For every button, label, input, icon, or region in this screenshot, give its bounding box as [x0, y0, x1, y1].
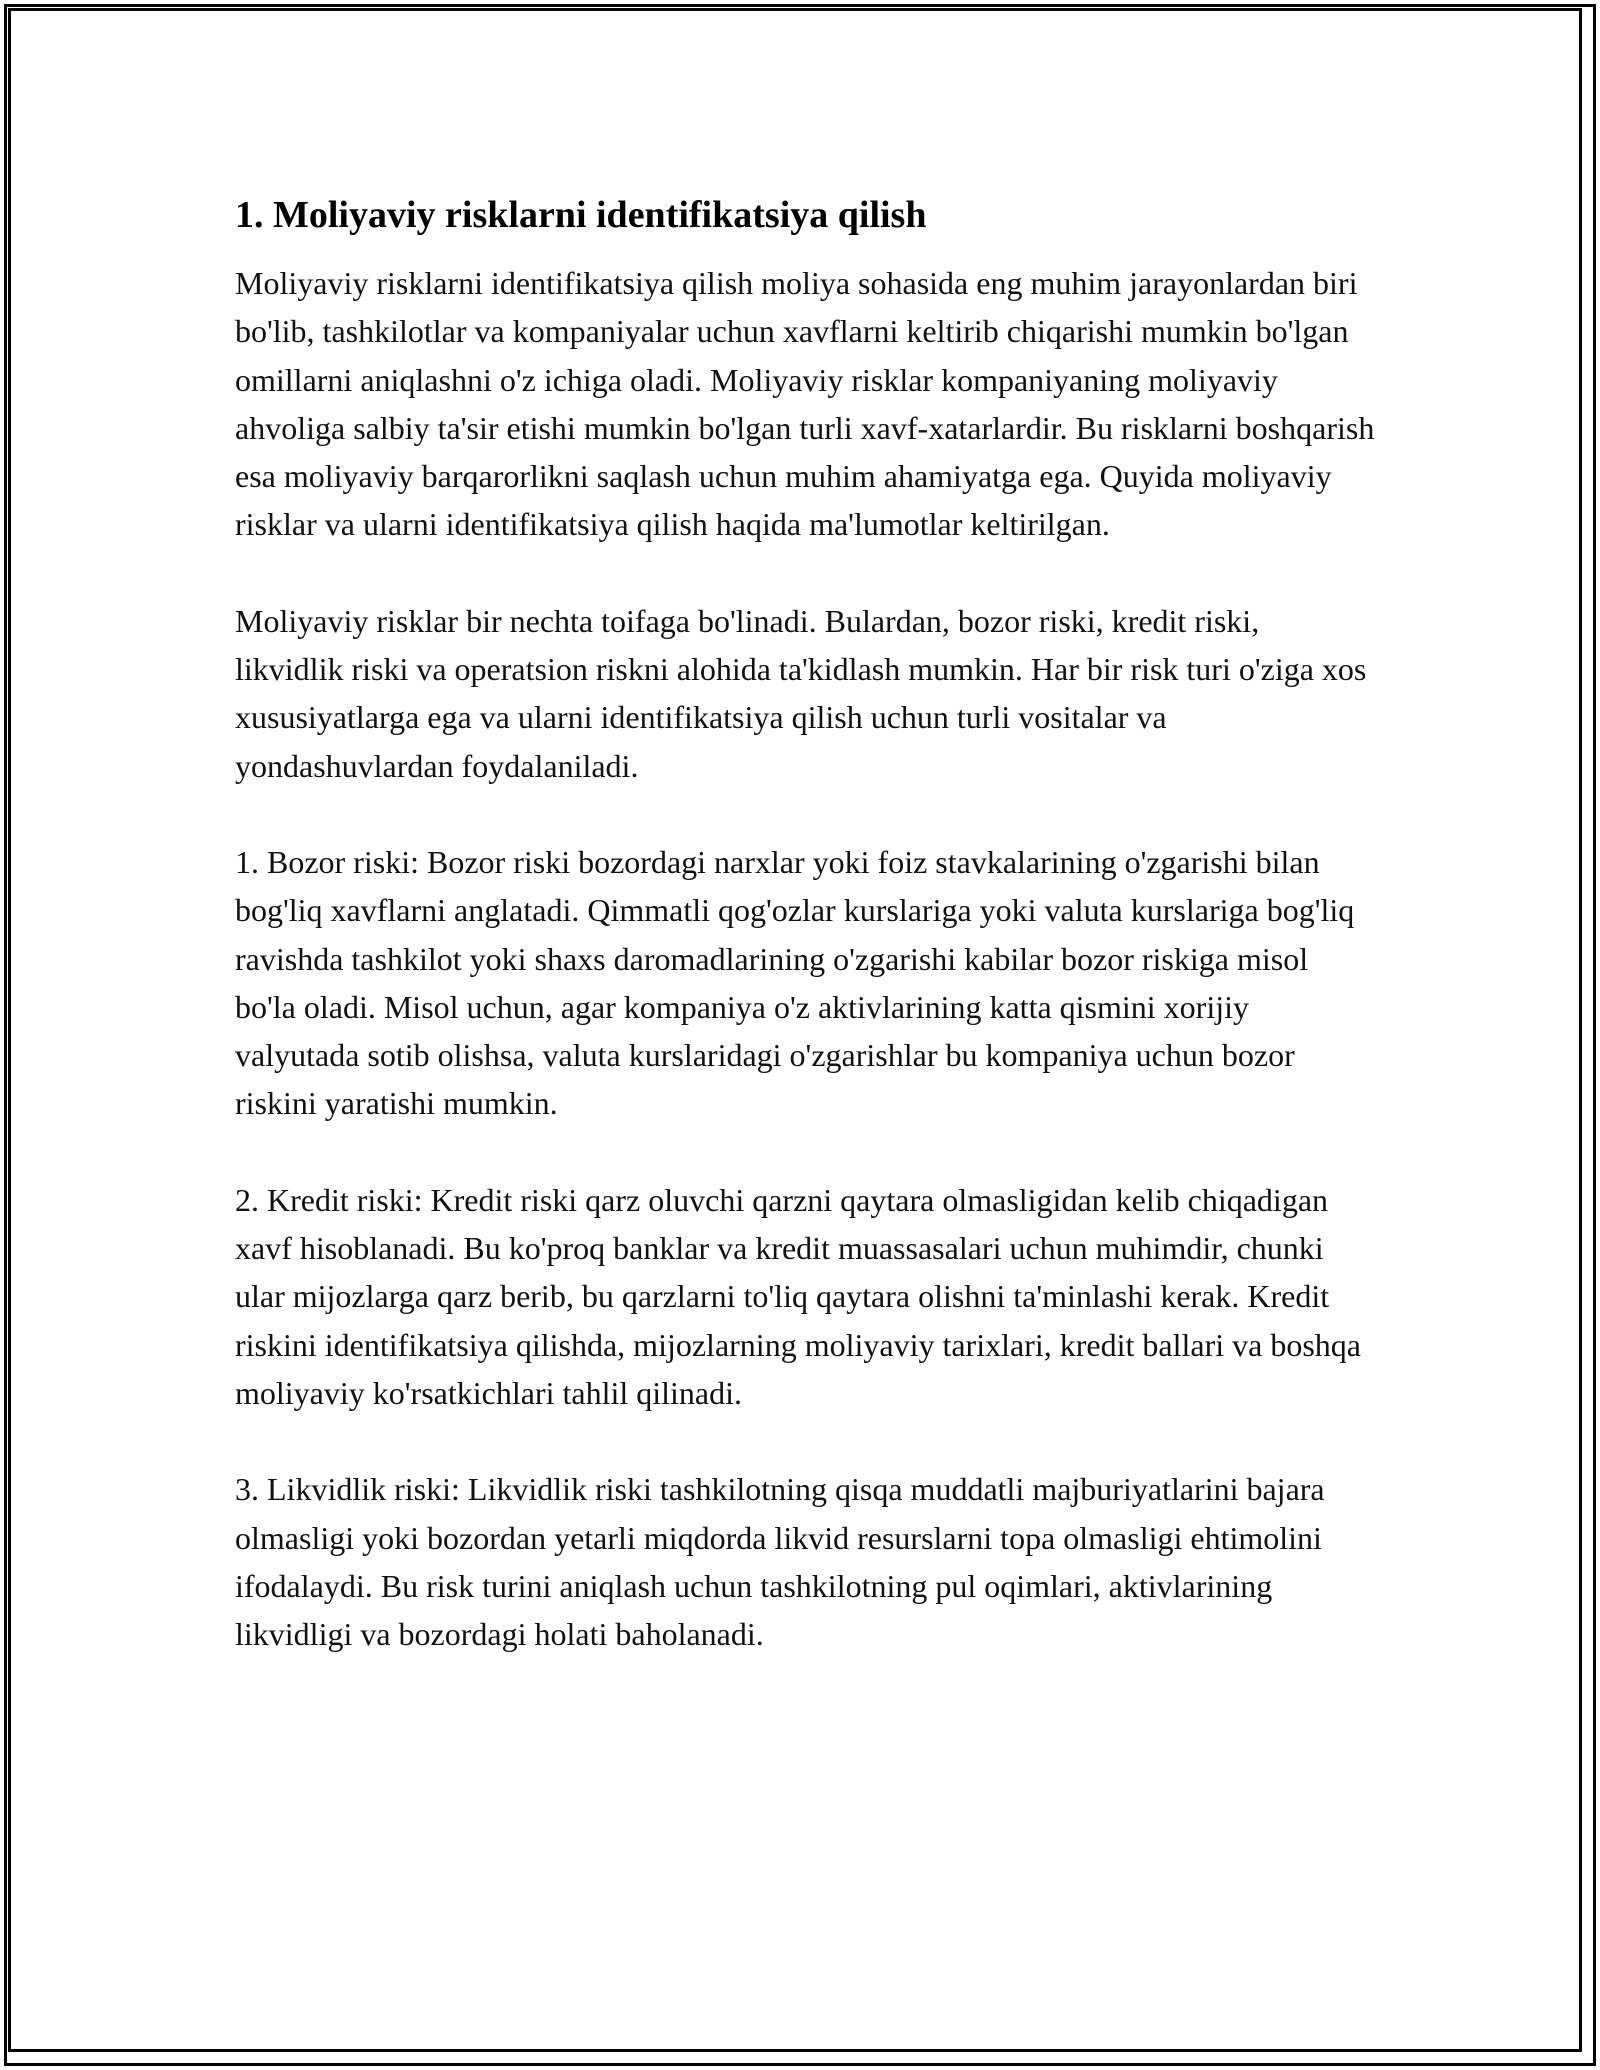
section-heading: 1. Moliyaviy risklarni identifikatsiya qilish [235, 194, 927, 236]
credit-risk-paragraph: 2. Kredit riski: Kredit riski qarz oluvchi qarzni qaytara olmasligidan kelib chiqadigan xavf hisoblanadi. Bu ko'proq banklar va kredit muassasalari uchun muhimdir, chunki ular mijozlarga qarz berib, bu qarzlarni to'liq qaytara olishni ta'minlashi kerak. Kredit riskini identifikatsiya qilishda, mijozlarning moliyaviy tarixlari, kredit ballari va boshqa moliyaviy ko'rsatkichlari tahlil qilinadi. [235, 1181, 1361, 1411]
risk-types-paragraph: Moliyaviy risklar bir nechta toifaga bo'linadi. Bulardan, bozor riski, kredit riski, likvidlik riski va operatsion riskni alohida ta'kidlash mumkin. Har bir risk turi o'ziga xos xususiyatlarga ega va ularni identifikatsiya qilish uchun turli vositalar va yondashuvlardan foydalaniladi. [235, 602, 1367, 784]
liquidity-risk-paragraph: 3. Likvidlik riski: Likvidlik riski tashkilotning qisqa muddatli majburiyatlarini bajara olmasligi yoki bozordan yetarli miqdorda likvid resurslarni topa olmasligi ehtimolini ifodalaydi. Bu risk turini aniqlash uchun tashkilotning pul oqimlari, aktivlarining likvidligi va bozordagi holati baholanadi. [235, 1471, 1325, 1653]
market-risk-paragraph: 1. Bozor riski: Bozor riski bozordagi narxlar yoki foiz stavkalarining o'zgarishi bilan bog'liq xavflarni anglatadi. Qimmatli qog'ozlar kurslariga yoki valuta kurslariga bog'liq ravishda tashkilot yoki shaxs daromadlarining o'zgarishi kabilar bozor riskiga misol bo'la oladi. Misol uchun, agar kompaniya o'z aktivlarining katta qismini xorijiy valyutada sotib olishsa, valuta kurslaridagi o'zgarishlar bu kompaniya uchun bozor riskini yaratishi mumkin. [235, 843, 1355, 1122]
document-body [235, 185, 1375, 1706]
intro-paragraph: Moliyaviy risklarni identifikatsiya qilish moliya sohasida eng muhim jarayonlardan biri bo'lib, tashkilotlar va kompaniyalar uchun xavflarni keltirib chiqarishi mumkin bo'lgan omillarni aniqlashni o'z ichiga oladi. Moliyaviy risklar kompaniyaning moliyaviy ahvoliga salbiy ta'sir etishi mumkin bo'lgan turli xavf-xatarlardir. Bu risklarni boshqarish esa moliyaviy barqarorlikni saqlash uchun muhim ahamiyatga ega. Quyida moliyaviy risklar va ularni identifikatsiya qilish haqida ma'lumotlar keltirilgan. [235, 265, 1375, 543]
